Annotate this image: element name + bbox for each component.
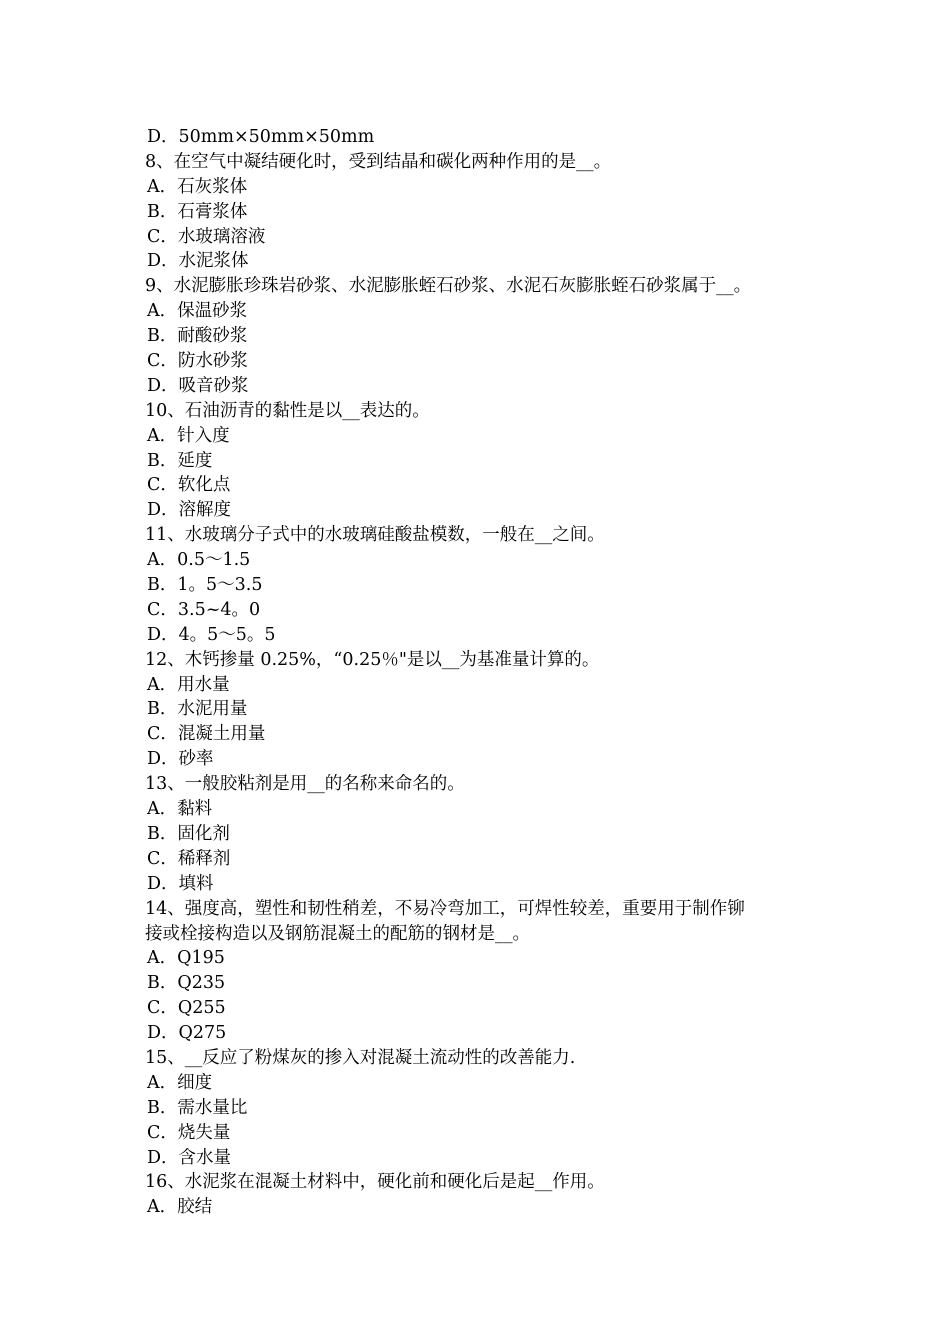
answer-option: D．50mm×50mm×50mm <box>147 127 375 147</box>
answer-option: B．Q235 <box>147 973 226 994</box>
answer-option: A．胶结 <box>147 1197 213 1218</box>
answer-option: B．耐酸砂浆 <box>147 326 248 347</box>
question-text: 12、木钙掺量 0.25%，“0.25％"是以__为基准量计算的。 <box>145 649 600 670</box>
answer-option: D．含水量 <box>147 1147 232 1168</box>
question-text: 11、水玻璃分子式中的水玻璃硅酸盐模数，一般在__之间。 <box>145 525 605 546</box>
answer-option: C．3.5~4。0 <box>147 599 261 620</box>
answer-option: A．0.5～1.5 <box>147 550 251 571</box>
answer-option: B．延度 <box>147 450 213 471</box>
answer-option: D．填料 <box>147 873 214 894</box>
answer-option: A．用水量 <box>147 674 230 695</box>
answer-option: C．稀释剂 <box>147 848 231 869</box>
question-text: 15、__反应了粉煤灰的掺入对混凝土流动性的改善能力. <box>145 1047 576 1068</box>
answer-option: A．细度 <box>147 1072 213 1093</box>
answer-option: D．砂率 <box>147 749 214 770</box>
answer-option: B．石膏浆体 <box>147 201 248 222</box>
answer-option: A．黏料 <box>147 799 213 820</box>
answer-option: D．水泥浆体 <box>147 251 249 272</box>
answer-option: B．1。5～3.5 <box>147 575 263 596</box>
answer-option: D．溶解度 <box>147 500 232 521</box>
answer-option: D．Q275 <box>147 1023 227 1044</box>
answer-option: B．水泥用量 <box>147 699 248 720</box>
answer-option: A．针入度 <box>147 425 230 446</box>
answer-option: C．烧失量 <box>147 1122 231 1143</box>
question-text: 14、强度高，塑性和韧性稍差，不易冷弯加工，可焊性较差，重要用于制作铆 <box>145 898 745 919</box>
answer-option: B．需水量比 <box>147 1097 248 1118</box>
question-text: 16、水泥浆在混凝土材料中，硬化前和硬化后是起__作用。 <box>145 1172 605 1193</box>
answer-option: A．石灰浆体 <box>147 176 248 197</box>
answer-option: C．防水砂浆 <box>147 351 248 372</box>
question-text: 9、水泥膨胀珍珠岩砂浆、水泥膨胀蛭石砂浆、水泥石灰膨胀蛭石砂浆属于__。 <box>145 276 752 297</box>
answer-option: D．4。5～5。5 <box>147 624 276 645</box>
answer-option: C．混凝土用量 <box>147 724 266 745</box>
answer-option: C．Q255 <box>147 998 226 1019</box>
question-text: 13、一般胶粘剂是用__的名称来命名的。 <box>145 774 465 795</box>
answer-option: B．固化剂 <box>147 823 230 844</box>
answer-option: D．吸音砂浆 <box>147 375 249 396</box>
question-text: 10、石油沥青的黏性是以__表达的。 <box>145 400 430 421</box>
answer-option: A．保温砂浆 <box>147 301 248 322</box>
answer-option: C．软化点 <box>147 475 231 496</box>
question-text-continued: 接或栓接构造以及钢筋混凝土的配筋的钢材是__。 <box>145 923 530 944</box>
question-text: 8、在空气中凝结硬化时，受到结晶和碳化两种作用的是__。 <box>145 151 612 172</box>
answer-option: C．水玻璃溶液 <box>147 226 266 247</box>
answer-option: A．Q195 <box>147 948 225 969</box>
document-page <box>145 125 825 1220</box>
